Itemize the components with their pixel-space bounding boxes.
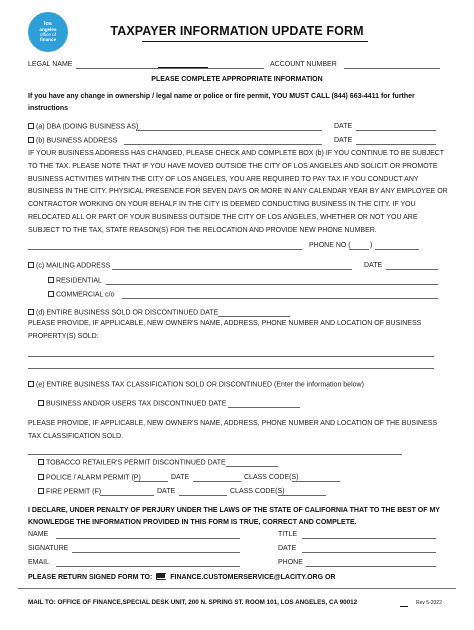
mailing-address-checkbox[interactable] <box>28 262 34 268</box>
contact-phone-field[interactable] <box>306 566 436 567</box>
fire-class-code-field[interactable] <box>278 495 326 496</box>
residential-checkbox[interactable] <box>48 277 54 283</box>
tobacco-label: TOBACCO RETAILER'S PERMIT DISCONTINUED DATE <box>46 459 226 467</box>
envelope-icon <box>156 573 166 580</box>
tobacco-row <box>38 459 226 467</box>
mailing-address-field[interactable] <box>112 269 352 270</box>
classification-row <box>28 381 364 389</box>
classification-label: (e) ENTIRE BUSINESS TAX CLASSIFICATION SOLD OR DISCONTINUED (Enter the information below) <box>36 381 364 389</box>
business-sold-label: (d) ENTIRE BUSINESS SOLD OR DISCONTINUED DATE <box>36 309 219 317</box>
commercial-label: COMMERCIAL c/o <box>56 291 115 299</box>
classification-checkbox[interactable] <box>28 381 34 387</box>
new-owner-info-line-1[interactable] <box>28 356 434 357</box>
address-change-instructions: IF YOUR BUSINESS ADDRESS HAS CHANGED, PLEASE CHECK AND COMPLETE BOX (b) IF YOU CONTINUE TO BE SUBJECT TO THE TAX. PLEASE NOTE THAT IF YOU HAVE MOVED OUTSIDE THE CITY OF LOS ANGELES AND SOLICIT OR PROMOTE BUSINESS ACTIVITIES WITHIN THE CITY OF LOS ANGELES, YOU ARE REQUIRED TO PAY TAX IF YOU CONDUCT ANY BUSINESS IN THE CITY. PHYSICAL PRESENCE FOR SEVEN DAYS OR MORE IN ANY CALENDAR YEAR BY ANY EMPLOYEE OR CONTRACTOR WORKING ON YOUR BEHALF IN THE CITY IS DEEMED CONDUCTING BUSINESS IN THE CITY. IF YOU RELOCATED ALL OR PART OF YOUR BUSINESS OUTSIDE THE CITY OF LOS ANGELES, WHETHER OR NOT YOU ARE SUBJECT TO THE TAX, STATE REASON(S) FOR THE RELOCATION AND PROVIDE NEW PHONE NUMBER. <box>28 150 448 234</box>
account-number-label: ACCOUNT NUMBER <box>270 61 337 68</box>
business-address-label: (b) BUSINESS ADDRESS <box>36 137 118 145</box>
name-field[interactable] <box>56 538 240 539</box>
residential-row <box>48 277 102 285</box>
email-field[interactable] <box>56 566 240 567</box>
classification-info-line[interactable] <box>28 454 402 455</box>
fire-permit-label: FIRE PERMIT (F) <box>46 488 102 496</box>
relocation-reason-field[interactable] <box>28 249 302 250</box>
mailing-address-date-field[interactable] <box>386 269 438 270</box>
phone-close-paren: ) <box>370 242 373 249</box>
title-underline <box>142 41 368 42</box>
users-tax-label: BUSINESS AND/OR USERS TAX DISCONTINUED DATE <box>46 400 227 408</box>
police-date-field[interactable] <box>193 481 241 482</box>
dba-date-field[interactable] <box>356 130 436 131</box>
users-tax-checkbox[interactable] <box>38 400 44 406</box>
revision-label: Rev 5-2022 <box>416 600 442 606</box>
name-label: NAME <box>28 531 49 538</box>
signature-field[interactable] <box>72 552 240 553</box>
title-label: TITLE <box>278 531 298 538</box>
mailing-address-row <box>28 262 110 270</box>
legal-name-field-mark <box>158 67 208 68</box>
dba-label: (a) DBA (DOING BUSINESS AS) <box>36 123 139 131</box>
commercial-row <box>48 291 114 299</box>
business-address-date-field[interactable] <box>356 144 436 145</box>
tobacco-date-field[interactable] <box>226 466 278 467</box>
footer-mark <box>400 606 408 607</box>
logo-text-3: office of <box>39 32 56 37</box>
title-field[interactable] <box>302 538 436 539</box>
business-sold-checkbox[interactable] <box>28 309 34 315</box>
phone-number-field[interactable] <box>375 249 419 250</box>
fire-permit-number-field[interactable] <box>100 495 154 496</box>
new-owner-instructions-1: PLEASE PROVIDE, IF APPLICABLE, NEW OWNER'S NAME, ADDRESS, PHONE NUMBER AND LOCATION OF BUSINESS PROPERTY(S) SOLD: <box>28 320 422 340</box>
fire-permit-checkbox[interactable] <box>38 488 44 494</box>
business-address-field[interactable] <box>124 144 322 145</box>
police-permit-checkbox[interactable] <box>38 474 44 480</box>
return-label: PLEASE RETURN SIGNED FORM TO: <box>28 574 153 581</box>
commercial-checkbox[interactable] <box>48 291 54 297</box>
business-sold-date-field[interactable] <box>218 316 290 317</box>
dba-checkbox[interactable] <box>28 123 34 129</box>
residential-field[interactable] <box>106 284 438 285</box>
footer-divider <box>18 588 456 589</box>
police-class-code-field[interactable] <box>292 481 340 482</box>
legal-name-field[interactable] <box>76 68 264 69</box>
perjury-declaration: I DECLARE, UNDER PENALTY OF PERJURY UNDER THE LAWS OF THE STATE OF CALIFORNIA THAT TO THE BEST OF MY KNOWLEDGE THE INFORMATION PROVIDED IN THIS FORM IS TRUE, CORRECT AND COMPLETE. <box>28 507 440 527</box>
intro-notice: If you have any change in ownership / legal name or police or fire permit, YOU MUST CALL (844) 663-4411 for further instructions <box>28 93 415 112</box>
logo-text-4: finance <box>39 37 57 42</box>
new-owner-instructions-2: PLEASE PROVIDE, IF APPLICABLE, NEW OWNER'S NAME, ADDRESS, PHONE NUMBER AND LOCATION OF THE BUSINESS TAX CLASSIFICATION SOLD. <box>28 420 438 440</box>
police-permit-label: POLICE / ALARM PERMIT (P) <box>46 474 141 482</box>
dba-field[interactable] <box>136 130 322 131</box>
return-instructions <box>28 573 335 581</box>
mailing-instructions: MAIL TO: OFFICE OF FINANCE,SPECIAL DESK UNIT, 200 N. SPRING ST. ROOM 101, LOS ANGELES, CA 90012 <box>28 599 358 606</box>
form-title: TAXPAYER INFORMATION UPDATE FORM <box>110 24 364 38</box>
return-email[interactable]: FINANCE.CUSTOMERSERVICE@LACITY.ORG OR <box>170 574 336 581</box>
users-tax-row <box>38 400 226 408</box>
dba-date-label: DATE <box>334 123 353 130</box>
signature-date-field[interactable] <box>302 552 436 553</box>
email-label: EMAIL <box>28 559 50 566</box>
phone-label: PHONE NO ( <box>309 242 351 249</box>
police-class-code-label: CLASS CODE(S) <box>244 474 299 481</box>
residential-label: RESIDENTIAL <box>56 277 102 285</box>
fire-date-field[interactable] <box>179 495 227 496</box>
business-address-date-label: DATE <box>334 137 353 144</box>
fire-permit-row <box>38 488 101 496</box>
section-subtitle: PLEASE COMPLETE APPROPRIATE INFORMATION <box>151 76 323 83</box>
new-owner-info-line-2[interactable] <box>28 368 434 369</box>
logo-text-1: los <box>44 21 52 27</box>
police-permit-row <box>38 474 141 482</box>
signature-date-label: DATE <box>278 545 297 552</box>
mailing-address-label: (c) MAILING ADDRESS <box>36 262 111 270</box>
logo-text-2: angeles <box>39 27 57 32</box>
fire-date-label: DATE <box>157 488 176 495</box>
business-sold-row <box>28 309 218 317</box>
signature-label: SIGNATURE <box>28 545 69 552</box>
phone-area-code-field[interactable] <box>349 249 369 250</box>
business-address-row <box>28 137 117 145</box>
police-date-label: DATE <box>171 474 190 481</box>
police-permit-number-field[interactable] <box>134 481 168 482</box>
business-address-checkbox[interactable] <box>28 137 34 143</box>
legal-name-label: LEGAL NAME <box>28 61 73 68</box>
mailing-address-date-label: DATE <box>364 262 383 269</box>
tobacco-checkbox[interactable] <box>38 459 44 465</box>
users-tax-date-field[interactable] <box>228 407 300 408</box>
commercial-field[interactable] <box>122 298 438 299</box>
fire-class-code-label: CLASS CODE(S) <box>230 488 285 495</box>
dba-row <box>28 123 138 131</box>
account-number-field[interactable] <box>344 68 440 69</box>
phone-short-label: PHONE <box>278 559 303 566</box>
